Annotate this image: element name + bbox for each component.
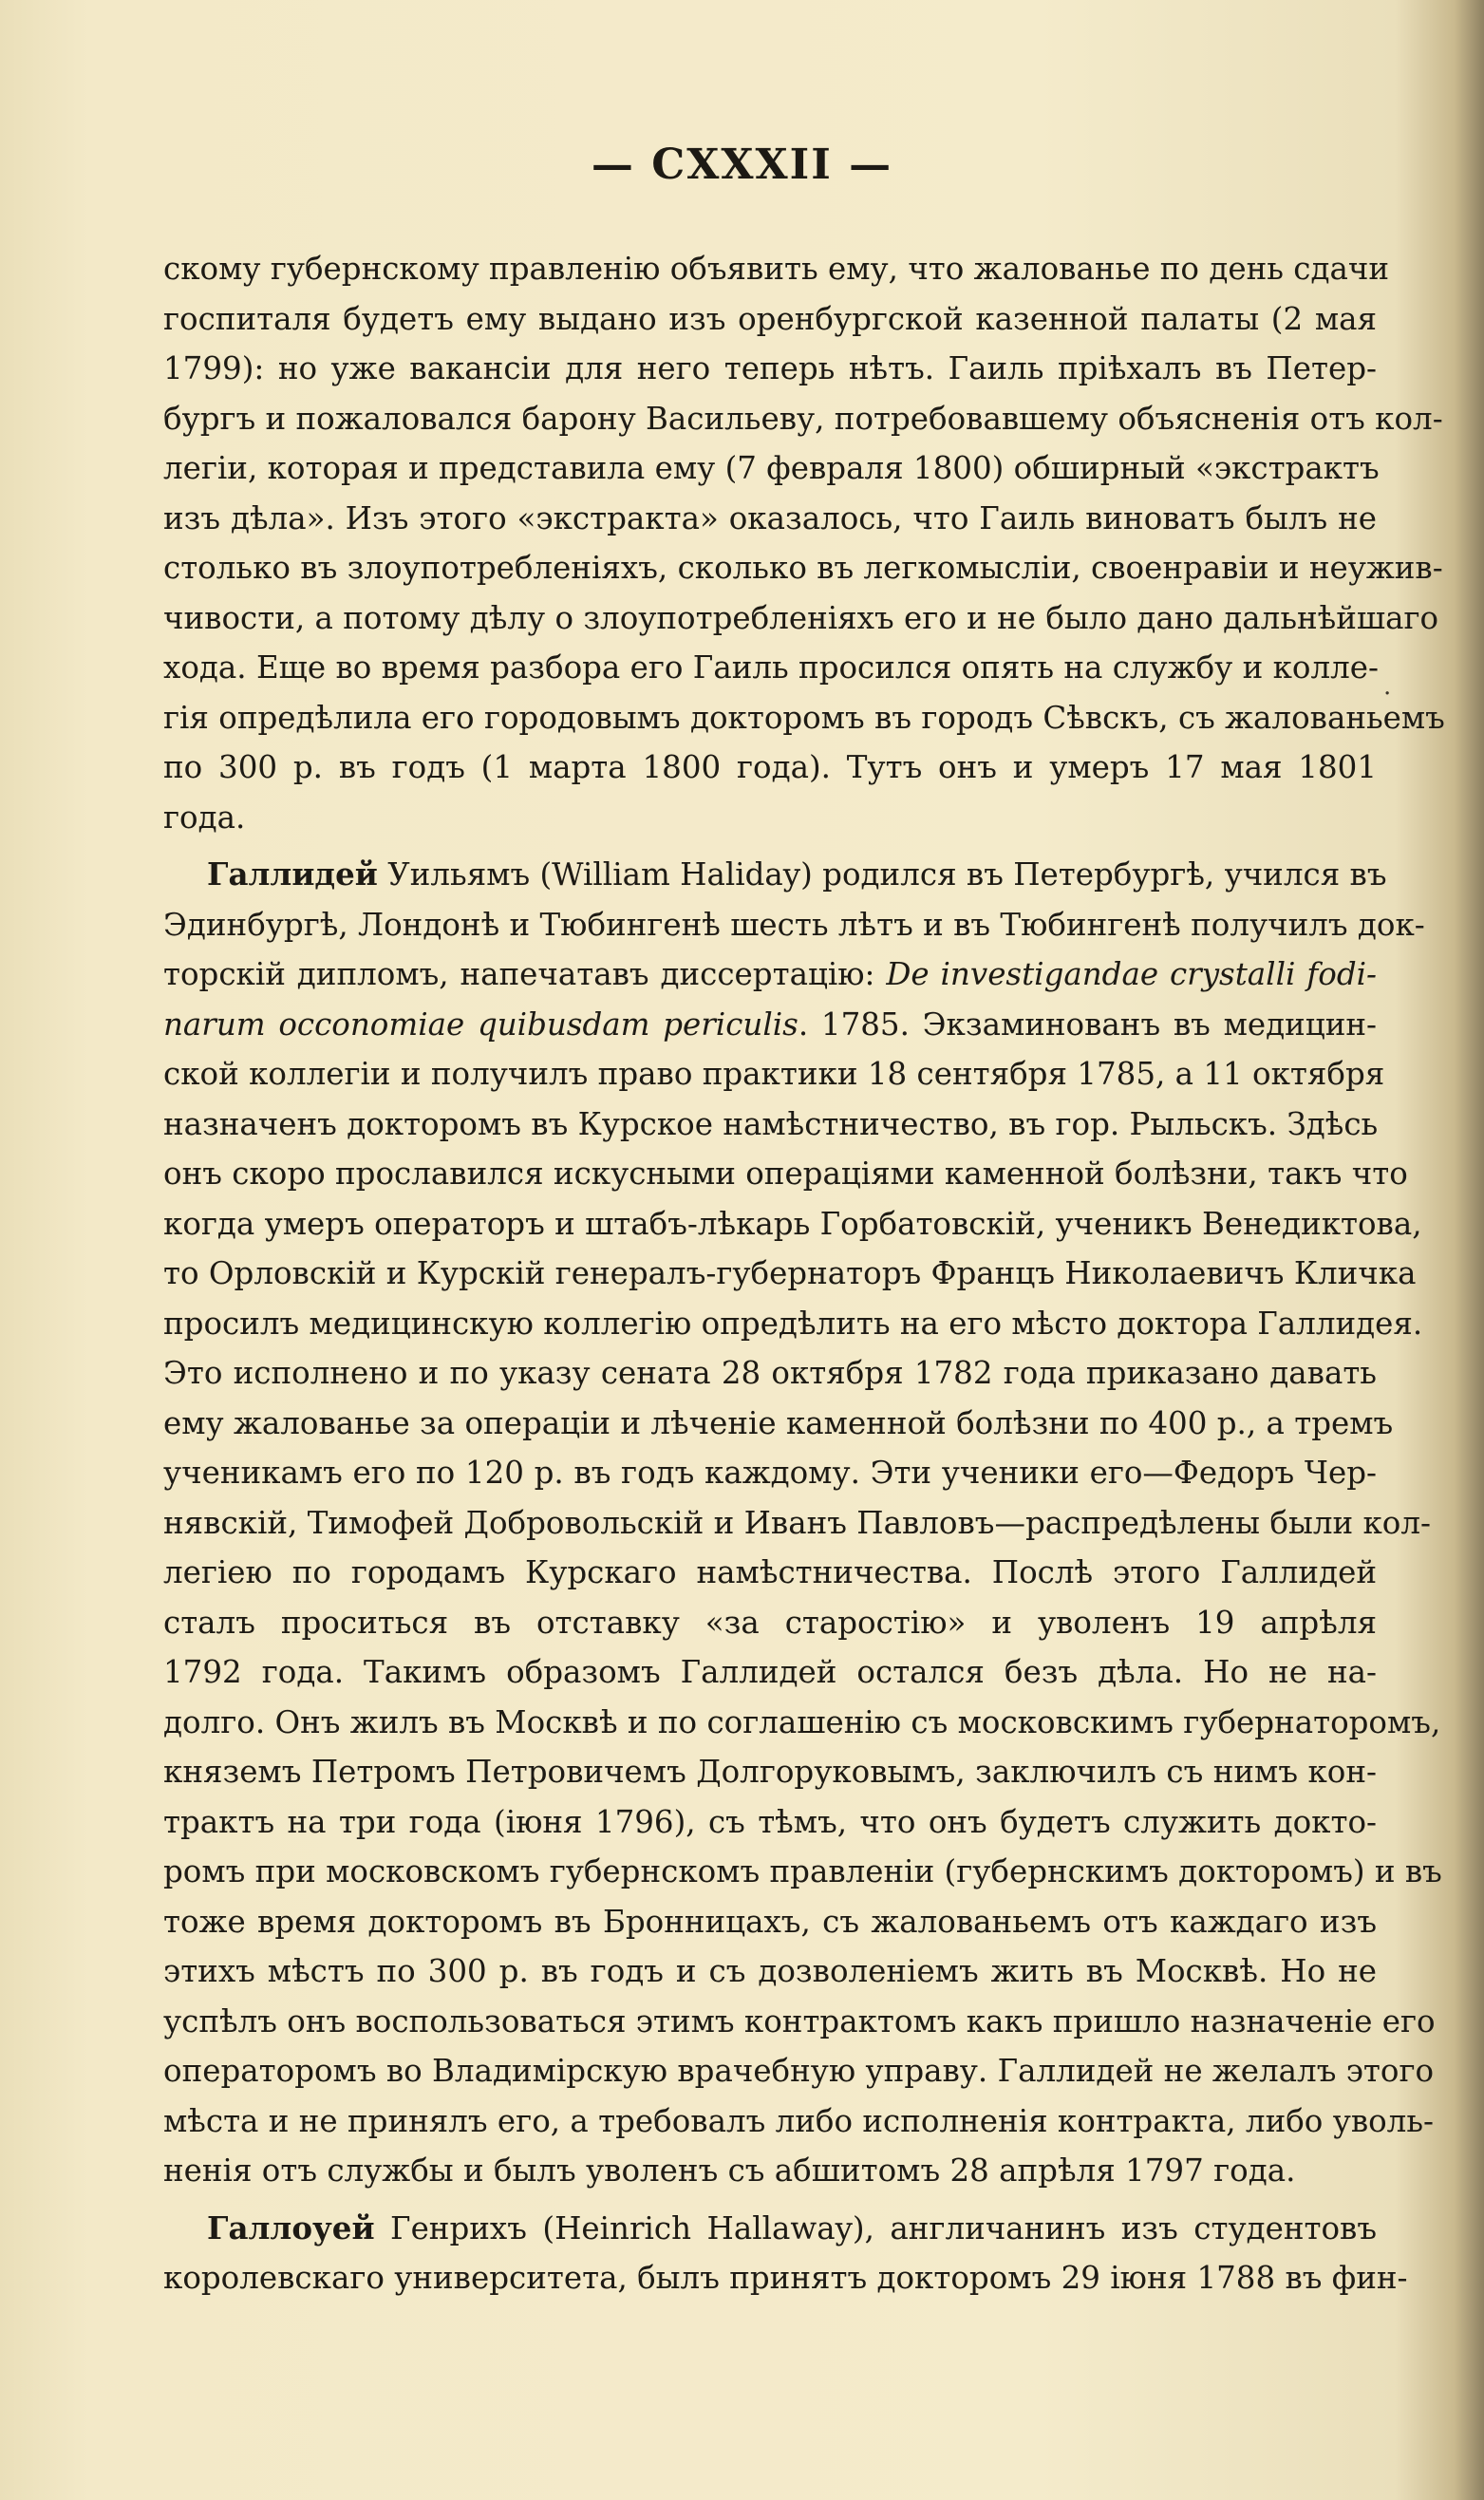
line-text: то Орловскій и Курскій генералъ-губернаторъ Францъ Николаевичъ Кличка [163, 1255, 1417, 1291]
line-text: легіи, которая и представила ему (7 февраля 1800) обширный «экстрактъ [163, 450, 1380, 486]
text-line [163, 900, 1425, 950]
entry-name: Галлоуей [207, 2209, 375, 2246]
text-line [163, 2253, 1408, 2303]
line-text: ненія отъ службы и былъ уволенъ съ абшитомъ 28 апрѣля 1797 года. [163, 2152, 1296, 2189]
text-line [163, 2096, 1435, 2147]
text-line [163, 850, 1387, 900]
line-text: столько въ злоупотребленіяхъ, сколько въ легкомысліи, своенравіи и неужив- [163, 550, 1443, 586]
line-text: легіею по городамъ Курскаго намѣстничества. Послѣ этого Галлидей [163, 1554, 1377, 1590]
text-line [163, 1997, 1436, 2047]
line-text: мѣста и не принялъ его, а требовалъ либо исполненія контракта, либо уволь- [163, 2102, 1435, 2139]
text-line [163, 1149, 1408, 1199]
text-line [163, 1299, 1423, 1349]
text-line [163, 793, 1377, 843]
line-text: года. [163, 799, 246, 836]
text-line [163, 1548, 1377, 1598]
paragraph-gap [163, 842, 1377, 850]
line-text: госпиталя будетъ ему выдано изъ оренбургской казенной палаты (2 мая [163, 300, 1377, 337]
line-text: трактъ на три года (іюня 1796), съ тѣмъ, что онъ будетъ служить докто- [163, 1803, 1377, 1840]
line-text: назначенъ докторомъ въ Курское намѣстничество, въ гор. Рыльскъ. Здѣсь [163, 1105, 1379, 1142]
text-line [163, 2146, 1377, 2196]
line-text: просилъ медицинскую коллегію опредѣлить на его мѣсто доктора Галлидея. [163, 1305, 1423, 1342]
latin-title: narum occonomiae quibusdam periculis [163, 1006, 798, 1043]
line-text: хода. Еще во время разбора его Гаиль просился опять на службу и колле- [163, 649, 1379, 686]
line-text: по 300 р. въ годъ (1 марта 1800 года). Тутъ онъ и умеръ 17 мая 1801 [163, 749, 1377, 785]
line-text: ской коллегіи и получилъ право практики 18 сентября 1785, а 11 октября [163, 1056, 1385, 1092]
paragraph [163, 850, 1442, 2196]
line-text: скому губернскому правленію объявить ему, что жалованье по день сдачи [163, 251, 1389, 287]
entry-name: Галлидей [207, 855, 378, 893]
text-line [163, 2204, 1377, 2254]
text-line [163, 294, 1377, 345]
line-text: нявскій, Тимофей Добровольскій и Иванъ Павловъ—распредѣлены были кол- [163, 1504, 1431, 1541]
text-line [163, 1348, 1377, 1399]
line-text: изъ дѣла». Изъ этого «экстракта» оказалось, что Гаиль виноватъ былъ не [163, 499, 1377, 536]
line-text: . 1785. Экзаминованъ въ медицин- [798, 1006, 1377, 1043]
text-line [163, 1598, 1377, 1648]
line-text: чивости, а потому дѣлу о злоупотребленіяхъ его и не было дано дальнѣйшаго [163, 599, 1439, 636]
line-text: гія опредѣлила его городовымъ докторомъ въ городъ Сѣвскъ, съ жалованьемъ [163, 699, 1445, 736]
line-text: Это исполнено и по указу сената 28 октября 1782 года приказано давать [163, 1355, 1377, 1391]
text-line [163, 693, 1445, 743]
text-line [163, 1498, 1431, 1549]
line-text: ромъ при московскомъ губернскомъ правленіи (губернскимъ докторомъ) и въ [163, 1853, 1442, 1889]
text-line [163, 1100, 1377, 1150]
text-line [163, 443, 1380, 494]
line-text: сталъ проситься въ отставку «за старостію» и уволенъ 19 апрѣля [163, 1604, 1377, 1641]
paragraph [163, 244, 1445, 842]
latin-title: De investigandae crystalli fodi- [886, 956, 1377, 992]
line-text: королевскаго университета, былъ принятъ докторомъ 29 іюня 1788 въ фин- [163, 2260, 1408, 2296]
paragraph-gap [163, 2196, 1377, 2204]
line-text: ученикамъ его по 120 р. въ годъ каждому. Эти ученики его—Федоръ Чер- [163, 1455, 1377, 1491]
line-text: ему жалованье за операціи и лѣченіе каменной болѣзни по 400 р., а тремъ [163, 1404, 1394, 1441]
text-line [163, 1448, 1377, 1498]
line-text: когда умеръ операторъ и штабъ-лѣкарь Горбатовскій, ученикъ Венедиктова, [163, 1205, 1422, 1242]
text-line [163, 1399, 1394, 1449]
text-line [163, 1049, 1385, 1100]
line-text: княземъ Петромъ Петровичемъ Долгоруковымъ, заключилъ съ нимъ кон- [163, 1754, 1377, 1790]
line-text: Эдинбургѣ, Лондонѣ и Тюбингенѣ шесть лѣтъ и въ Тюбингенѣ получилъ док- [163, 906, 1425, 943]
text-line [163, 1698, 1441, 1748]
line-text: долго. Онъ жилъ въ Москвѣ и по соглашенію съ московскимъ губернаторомъ, [163, 1703, 1441, 1740]
body-text [163, 244, 1445, 2303]
text-line [163, 1897, 1377, 1947]
line-text: тоже время докторомъ въ Бронницахъ, съ жалованьемъ отъ каждаго изъ [163, 1903, 1377, 1940]
page-number: — CXXXII — [591, 141, 893, 189]
paragraph [163, 2204, 1408, 2303]
text-line [163, 1000, 1377, 1050]
text-line [163, 949, 1377, 1000]
line-text: 1792 года. Такимъ образомъ Галлидей остался безъ дѣла. Но не на- [163, 1654, 1377, 1690]
text-line [163, 2046, 1435, 2096]
text-line [163, 1747, 1377, 1797]
line-text: этихъ мѣстъ по 300 р. въ годъ и съ дозволеніемъ жить въ Москвѣ. Но не [163, 1953, 1377, 1989]
text-line [163, 494, 1377, 544]
text-line [163, 1797, 1377, 1848]
text-line [163, 394, 1443, 444]
margin-mark: . [1383, 672, 1392, 701]
line-text: онъ скоро прославился искусными операціями каменной болѣзни, такъ что [163, 1156, 1408, 1192]
text-line [163, 1847, 1442, 1897]
line-text: операторомъ во Владимірскую врачебную управу. Галлидей не желалъ этого [163, 2053, 1435, 2089]
text-line [163, 643, 1377, 693]
text-line [163, 1199, 1422, 1250]
text-line [163, 1249, 1417, 1299]
text-line [163, 593, 1439, 644]
line-text: Генрихъ (Heinrich Hallaway), англичанинъ изъ студентовъ [374, 2209, 1377, 2246]
line-text: торскій дипломъ, напечатавъ диссертацію: [163, 956, 887, 992]
text-line [163, 244, 1389, 294]
line-text: успѣлъ онъ воспользоваться этимъ контрактомъ какъ пришло назначеніе его [163, 2002, 1436, 2039]
text-line [163, 344, 1377, 394]
text-line [163, 1647, 1377, 1698]
line-text: 1799): но уже вакансіи для него теперь нѣтъ. Гаиль пріѣхалъ въ Петер- [163, 350, 1377, 386]
line-text: бургъ и пожаловался барону Васильеву, потребовавшему объясненія отъ кол- [163, 400, 1443, 437]
text-line [163, 543, 1443, 593]
text-line [163, 1946, 1377, 1997]
line-text: Уильямъ (William Haliday) родился въ Петербургѣ, учился въ [377, 856, 1387, 893]
text-line [163, 742, 1377, 793]
